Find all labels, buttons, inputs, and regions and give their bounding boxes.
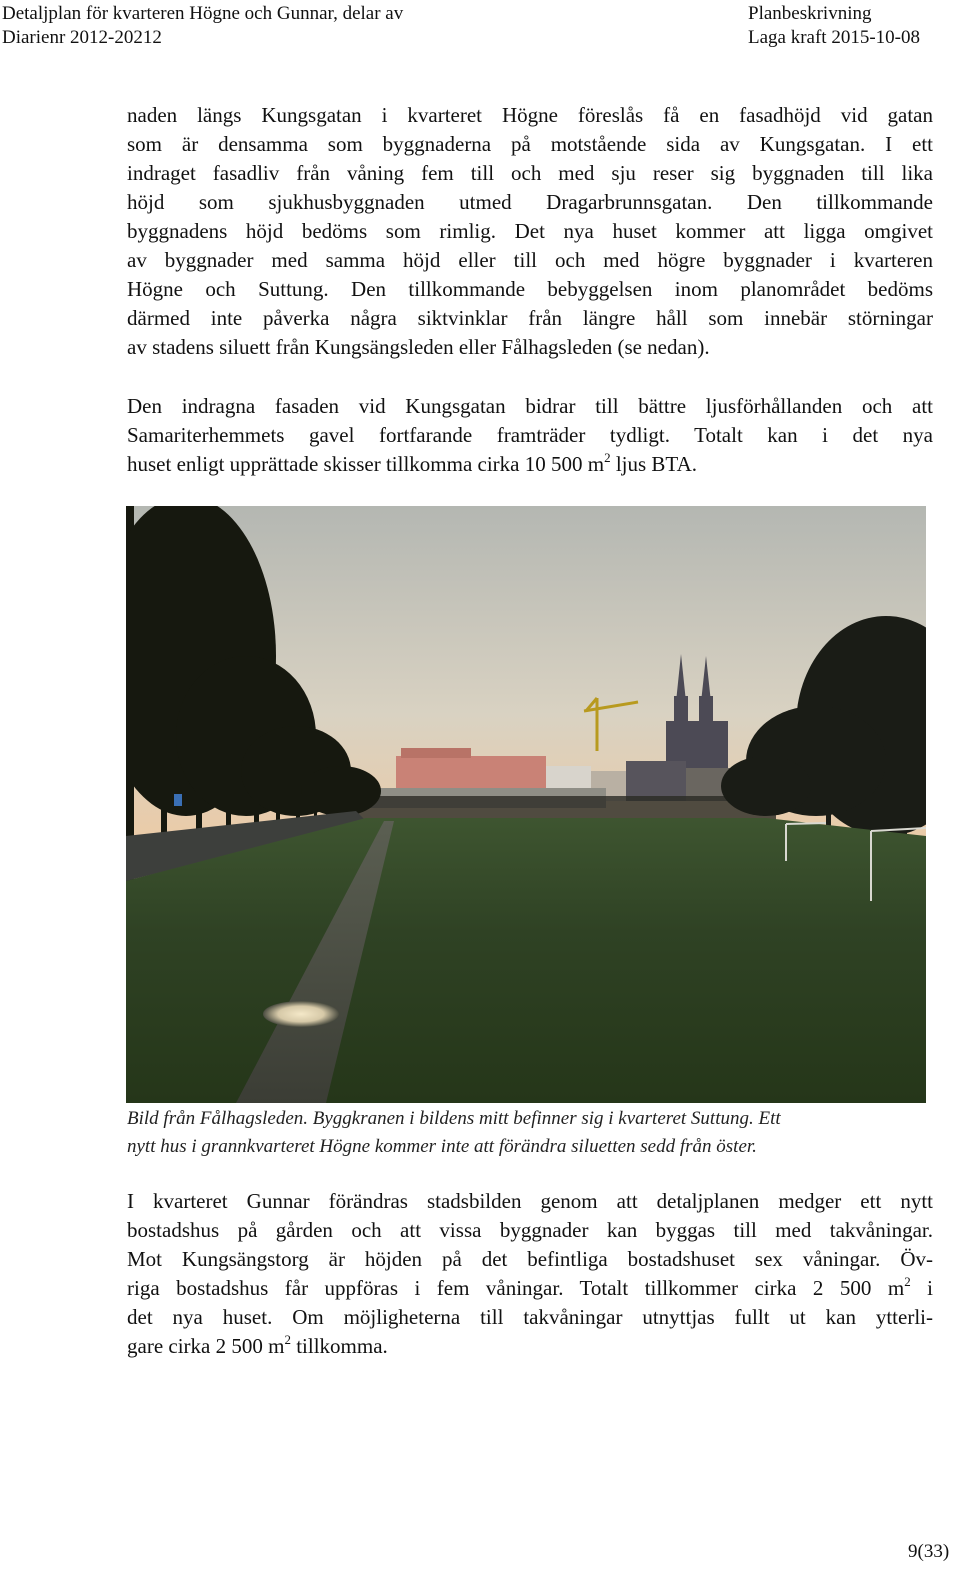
paragraph-line: höjd som sjukhusbyggnaden utmed Dragarbrunnsgatan. Den tillkommande [127,190,933,214]
paragraph-line: som är densamma som byggnaderna på motstående sida av Kungsgatan. I ett [127,132,933,156]
paragraph-line: byggnadens höjd bedöms som rimlig. Det nya huset kommer att ligga omgivet [127,219,933,243]
text-fragment: i [910,1276,933,1300]
paragraph-line: Mot Kungsängstorg är höjden på det befintliga bostadshuset sex våningar. Öv- [127,1247,933,1271]
paragraph-line: Samariterhemmets gavel fortfarande framträder tydligt. Totalt kan i det nya [127,423,933,447]
paragraph-line: Högne och Suttung. Den tillkommande bebyggelsen inom planområdet bedöms [127,277,933,301]
header-right [748,2,920,50]
header-document-title: Detaljplan för kvarteren Högne och Gunnar, delar av [2,3,404,24]
paragraph-line: naden längs Kungsgatan i kvarteret Högne föreslås få en fasadhöjd vid gatan [127,103,933,127]
paragraph-line: Den indragna fasaden vid Kungsgatan bidrar till bättre ljusförhållanden och att [127,394,933,418]
puddle-reflection [263,1001,339,1027]
superscript: 2 [904,1274,911,1289]
header-document-type: Planbeskrivning [748,3,872,24]
text-fragment: huset enligt upprättade skisser tillkomma cirka 10 500 m [127,452,605,476]
paragraph-line: indraget fasadliv från våning fem till och med sju reser sig byggnaden till lika [127,161,933,185]
superscript: 2 [284,1332,291,1347]
paragraph-2 [127,392,933,479]
paragraph-line-with-superscript [127,1332,933,1361]
paragraph-line: I kvarteret Gunnar förändras stadsbilden genom att detaljplanen medger ett nytt [127,1189,933,1213]
text-fragment: riga bostadshus får uppföras i fem våningar. Totalt tillkommer cirka 2 500 m [127,1276,905,1300]
paragraph-line: därmed inte påverka några siktvinklar från längre håll som innebär störningar [127,306,933,330]
page-header [0,0,960,50]
paragraph-1 [127,101,933,362]
header-legal-date: Laga kraft 2015-10-08 [748,27,920,48]
text-fragment: tillkomma. [290,1334,388,1358]
caption-line: Bild från Fålhagsleden. Byggkranen i bildens mitt befinner sig i kvarteret Suttung. Ett [127,1108,781,1129]
paragraph-line: av stadens siluett från Kungsängsleden eller Fålhagsleden (se nedan). [127,335,710,359]
photo-caption [127,1105,933,1161]
grass-field [126,818,926,1103]
paragraph-line-with-superscript [127,450,933,479]
paragraph-line: bostadshus på gården och att vissa byggnader kan byggas till med takvåningar. [127,1218,933,1242]
page-number: 9(33) [908,1541,950,1562]
paragraph-3 [127,1187,933,1361]
paragraph-line: det nya huset. Om möjligheterna till takvåningar utnyttjas fullt ut kan ytterli- [127,1305,933,1329]
header-left [2,2,403,50]
paragraph-line-with-superscript [127,1274,933,1303]
caption-line: nytt hus i grannkvarteret Högne kommer inte att förändra siluetten sedd från öster. [127,1136,757,1157]
paragraph-line: av byggnader med samma höjd eller till och med högre byggnader i kvarteren [127,248,933,272]
superscript: 2 [604,450,611,465]
photo-falhagsleden [126,506,926,1103]
text-fragment: ljus BTA. [610,452,697,476]
header-diary-number: Diarienr 2012-20212 [2,27,162,48]
landscape-photo-illustration [126,506,926,1103]
road-sign [174,794,182,806]
text-fragment: gare cirka 2 500 m [127,1334,285,1358]
